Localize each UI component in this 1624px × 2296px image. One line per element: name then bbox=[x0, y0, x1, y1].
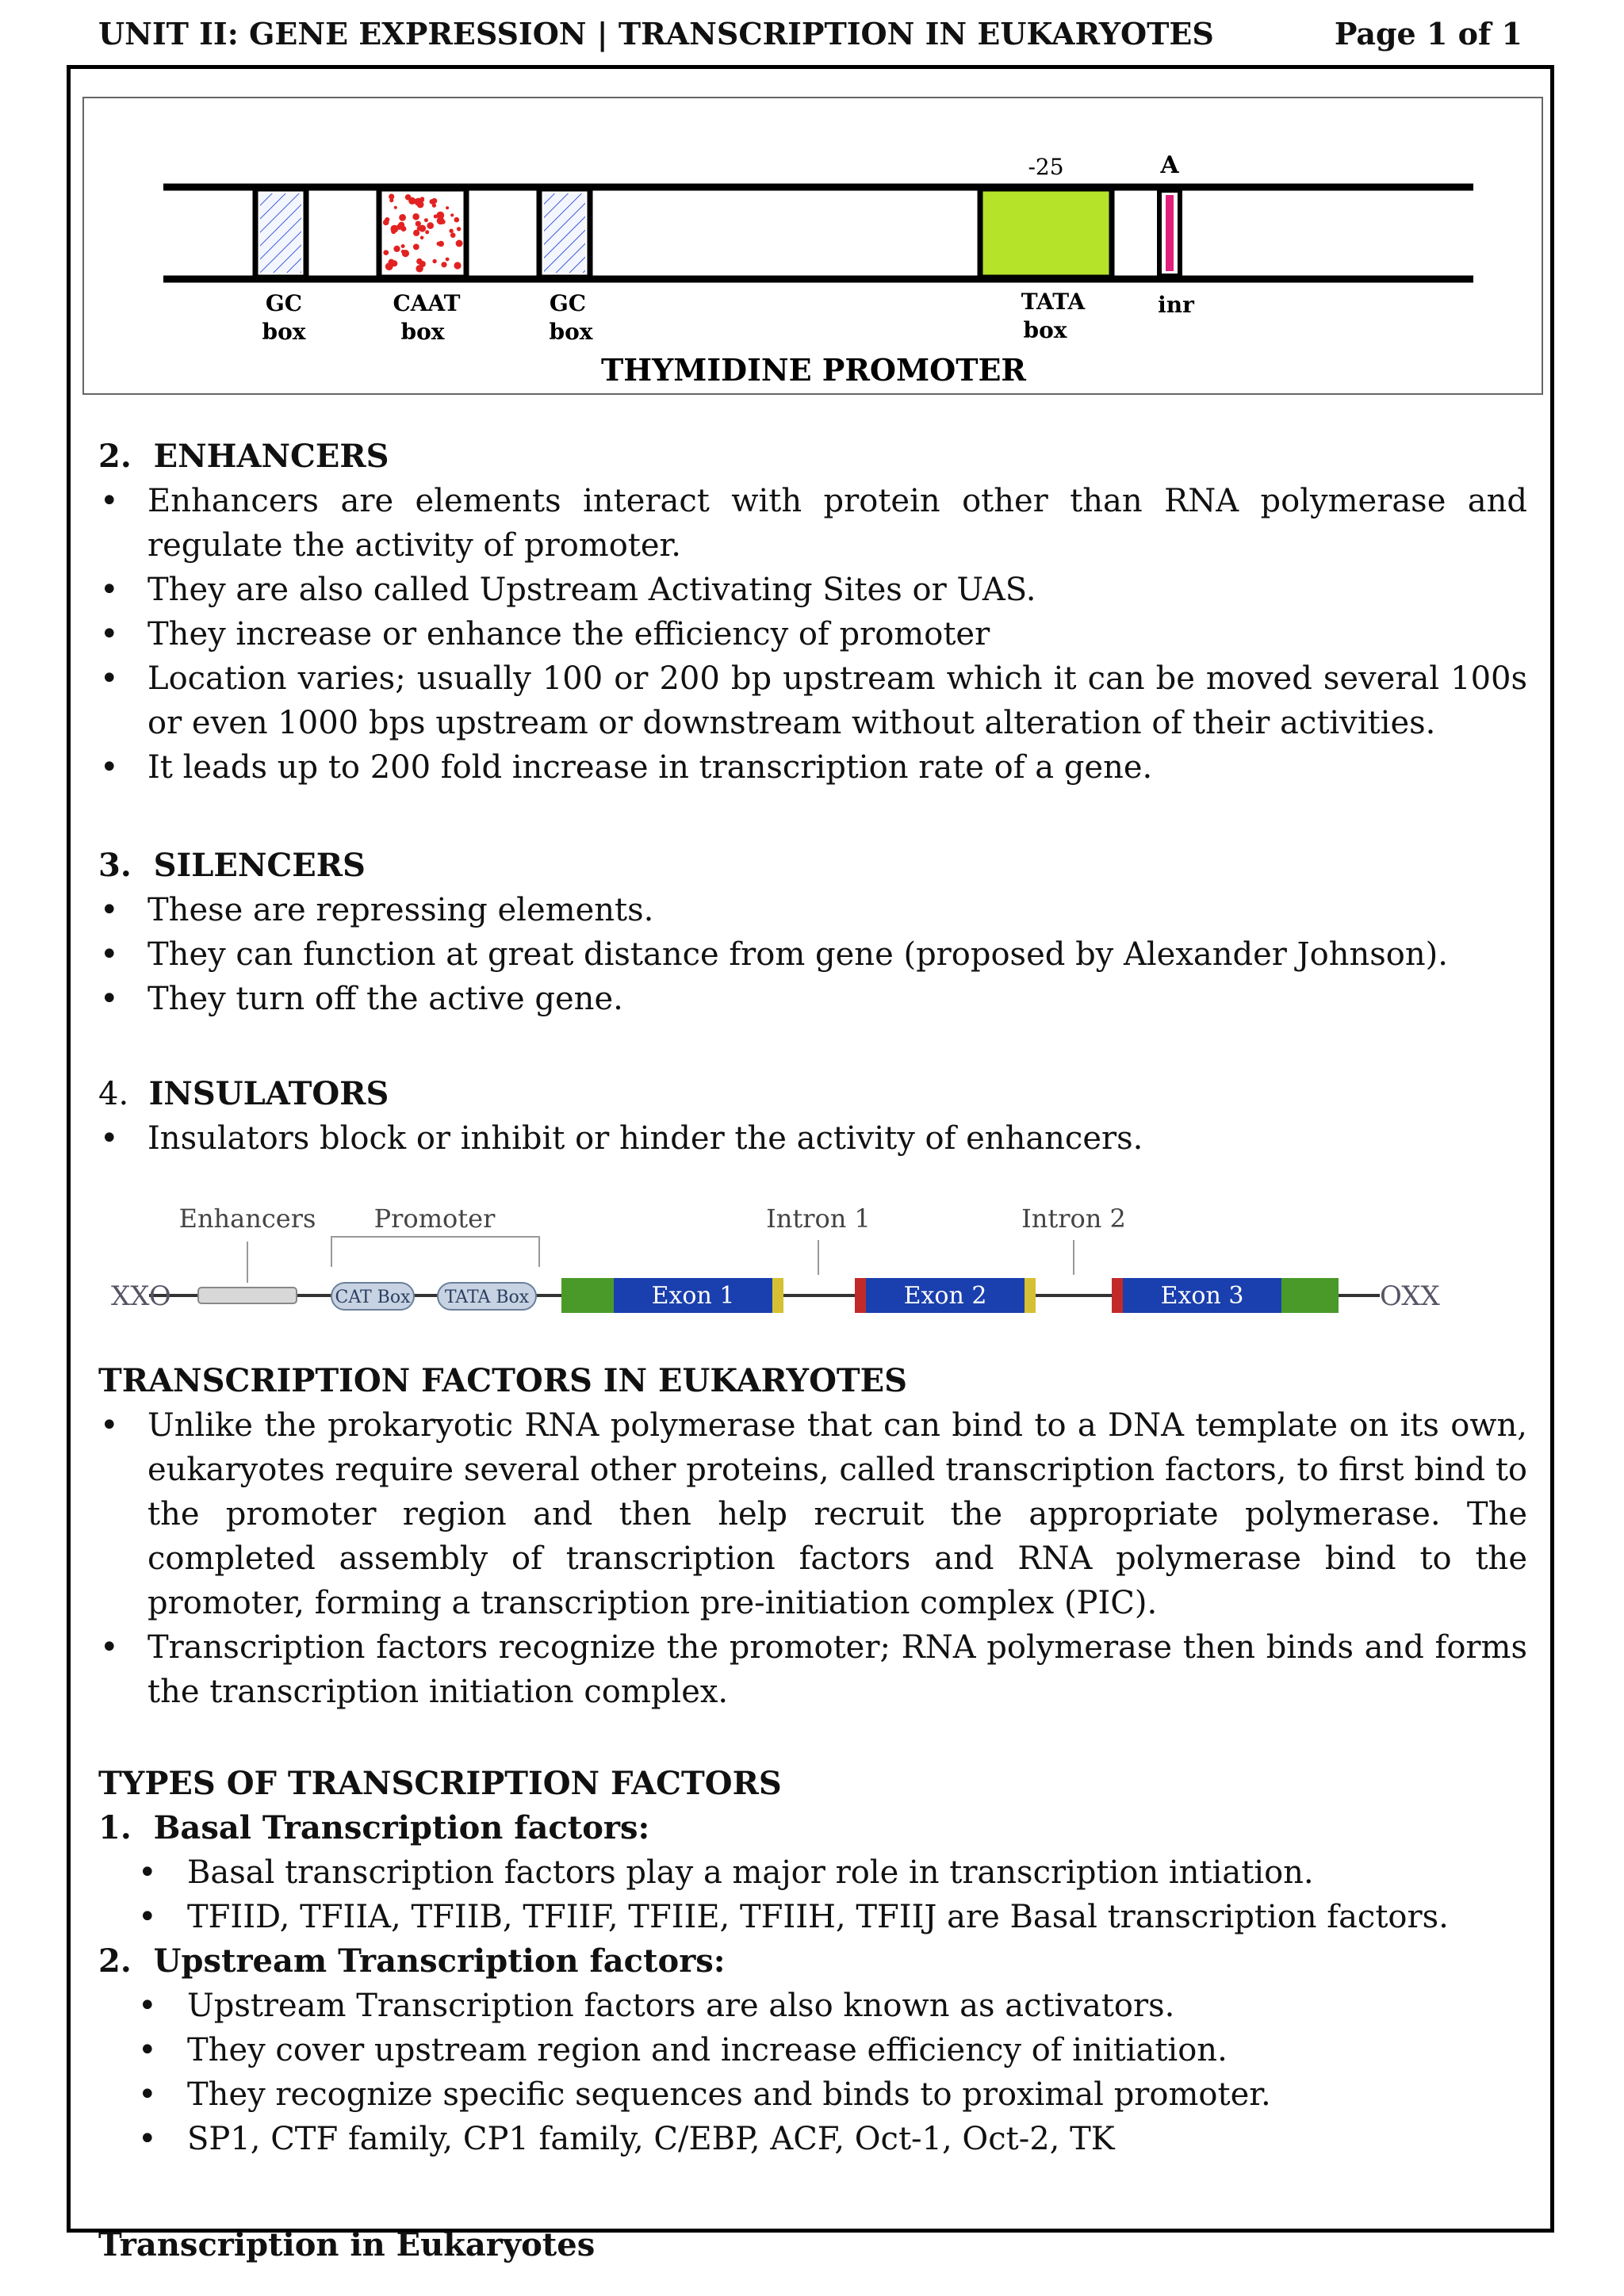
caat-speckle bbox=[446, 206, 449, 209]
tf-heading: TRANSCRIPTION FACTORS IN EUKARYOTES bbox=[98, 1362, 908, 1399]
promoter-diagram bbox=[84, 98, 1542, 393]
caat-speckle bbox=[420, 236, 424, 240]
caat-speckle bbox=[419, 197, 424, 202]
caat-box-label2: box bbox=[400, 319, 445, 345]
dna-end-left: XXO bbox=[111, 1280, 171, 1312]
caat-speckle bbox=[394, 206, 397, 209]
caat-speckle bbox=[424, 218, 428, 222]
tf-section bbox=[98, 1359, 1527, 1714]
caat-speckle bbox=[413, 244, 419, 251]
caat-speckle bbox=[416, 265, 423, 272]
upstream-heading: 2. Upstream Transcription factors: bbox=[98, 1942, 726, 1980]
caat-box bbox=[379, 189, 466, 277]
caat-speckle bbox=[401, 244, 405, 248]
caat-speckle bbox=[383, 250, 389, 255]
exon-1-label: Exon 1 bbox=[651, 1282, 735, 1310]
caat-speckle bbox=[449, 229, 453, 233]
tata-box-label: TATA Box bbox=[444, 1288, 530, 1307]
upstream-bullet-1: • Upstream Transcription factors are also known as activators. bbox=[98, 1984, 1527, 2028]
silencers-bullet-2: • They can function at great distance from gene (proposed by Alexander Johnson). bbox=[98, 932, 1527, 977]
splice-acceptor-1 bbox=[855, 1278, 866, 1313]
caat-speckle bbox=[457, 227, 461, 231]
silencers-heading: 3. SILENCERS bbox=[98, 847, 366, 884]
inr-element bbox=[1159, 190, 1180, 276]
upstream-bullet-4: • SP1, CTF family, CP1 family, C/EBP, ACF, Oct-1, Oct-2, TK bbox=[98, 2117, 1527, 2161]
insulators-heading: INSULATORS bbox=[148, 1075, 389, 1112]
tf-bullet-2: • Transcription factors recognize the promoter; RNA polymerase then binds and forms the transcription initiation complex. bbox=[98, 1625, 1527, 1714]
splice-donor-2 bbox=[1025, 1278, 1036, 1313]
header-title: UNIT II: GENE EXPRESSION | TRANSCRIPTION IN EUKARYOTES bbox=[98, 16, 1214, 52]
caat-speckle bbox=[454, 217, 460, 223]
insulators-number: 4. bbox=[98, 1076, 149, 1112]
page-number: Page 1 of 1 bbox=[1334, 16, 1522, 52]
caat-speckle bbox=[450, 213, 454, 216]
enhancers-bullet-4: • Location varies; usually 100 or 200 bp upstream which it can be moved several 100s or even 1000 bps upstream or downstream without alteration of their activities. bbox=[98, 656, 1527, 745]
promoter-figure bbox=[82, 97, 1543, 395]
utr-5prime bbox=[561, 1278, 614, 1313]
silencers-bullet-3: • They turn off the active gene. bbox=[98, 977, 1527, 1021]
caat-speckle bbox=[437, 217, 445, 225]
basal-bullet-2: • TFIID, TFIIA, TFIIB, TFIIF, TFIIE, TFIIH, TFIIJ are Basal transcription factors. bbox=[98, 1895, 1527, 1939]
gc-box-1 bbox=[255, 189, 306, 277]
enhancers-bullet-1: • Enhancers are elements interact with protein other than RNA polymerase and regulate the activity of promoter. bbox=[98, 479, 1527, 568]
gc-box-2-label2: box bbox=[549, 319, 593, 345]
caat-speckle bbox=[446, 258, 450, 262]
gc-box-2 bbox=[539, 189, 590, 277]
caat-speckle bbox=[456, 240, 463, 247]
caat-speckle bbox=[427, 222, 434, 229]
caat-speckle bbox=[398, 222, 404, 228]
promoter-label: Promoter bbox=[373, 1203, 496, 1234]
splice-donor-1 bbox=[772, 1278, 783, 1313]
inr-label: inr bbox=[1158, 292, 1194, 318]
insulators-bullet-1: • Insulators block or inhibit or hinder the activity of enhancers. bbox=[98, 1116, 1527, 1161]
gc-box-1-label: GC bbox=[265, 290, 303, 316]
gene-diagram bbox=[111, 1196, 1443, 1322]
enhancers-heading: 2. ENHANCERS bbox=[98, 438, 389, 475]
intron2-label: Intron 2 bbox=[1021, 1203, 1126, 1234]
silencers-section bbox=[98, 844, 1527, 1021]
caat-speckle bbox=[399, 214, 406, 221]
caat-speckle bbox=[425, 230, 429, 234]
caat-speckle bbox=[412, 213, 419, 220]
page-footer: Transcription in Eukaryotes bbox=[98, 2226, 596, 2263]
gene-structure-figure bbox=[111, 1196, 1443, 1322]
caat-speckle bbox=[432, 259, 436, 263]
exon-2-label: Exon 2 bbox=[903, 1282, 987, 1310]
insulators-section bbox=[98, 1072, 1527, 1161]
cat-box-label: CAT Box bbox=[335, 1288, 411, 1307]
caat-speckle bbox=[393, 246, 400, 252]
upstream-bullet-2: • They cover upstream region and increase efficiency of initiation. bbox=[98, 2028, 1527, 2072]
caat-speckle bbox=[391, 229, 396, 234]
dna-end-right: OXX bbox=[1380, 1280, 1440, 1312]
tata-box bbox=[980, 189, 1112, 277]
caat-speckle bbox=[402, 250, 409, 257]
types-heading: TYPES OF TRANSCRIPTION FACTORS bbox=[98, 1765, 782, 1802]
enhancer-element bbox=[198, 1288, 297, 1303]
basal-heading: 1. Basal Transcription factors: bbox=[98, 1809, 650, 1846]
enhancers-bullet-5: • It leads up to 200 fold increase in transcription rate of a gene. bbox=[98, 745, 1527, 790]
caat-speckle bbox=[383, 220, 389, 226]
enhancers-bullet-3: • They increase or enhance the efficiency of promoter bbox=[98, 612, 1527, 656]
enhancers-bullet-2: • They are also called Upstream Activating Sites or UAS. bbox=[98, 568, 1527, 612]
caat-speckle bbox=[454, 262, 461, 269]
promoter-figure-title: THYMIDINE PROMOTER bbox=[600, 352, 1027, 388]
caat-speckle bbox=[391, 260, 397, 266]
enhancers-section bbox=[98, 434, 1527, 790]
types-section bbox=[98, 1762, 1527, 2161]
caat-speckle bbox=[416, 221, 421, 227]
caat-speckle bbox=[437, 242, 442, 247]
insulators-heading-line bbox=[98, 1072, 1527, 1116]
basal-bullet-1: • Basal transcription factors play a major role in transcription intiation. bbox=[98, 1850, 1527, 1895]
caat-speckle bbox=[413, 230, 419, 236]
label-minus25: -25 bbox=[1028, 154, 1064, 180]
caat-speckle bbox=[430, 199, 435, 204]
splice-acceptor-2 bbox=[1112, 1278, 1123, 1313]
caat-box-label: CAAT bbox=[393, 290, 461, 316]
label-a: A bbox=[1160, 151, 1179, 179]
silencers-bullet-1: • These are repressing elements. bbox=[98, 888, 1527, 932]
gc-box-1-label2: box bbox=[262, 319, 306, 345]
enhancers-label: Enhancers bbox=[178, 1203, 316, 1234]
intron1-label: Intron 1 bbox=[766, 1203, 871, 1234]
caat-speckle bbox=[450, 232, 456, 238]
caat-speckle bbox=[441, 262, 446, 267]
tf-bullet-1: • Unlike the prokaryotic RNA polymerase that can bind to a DNA template on its own, eukaryotes require several other proteins, called transcription factors, to first bind to the promoter region and then help recruit the appropriate polymerase. The completed assembly of transcription factors and RNA polymerase bind to the promoter, forming a transcription pre-initiation complex (PIC). bbox=[98, 1403, 1527, 1625]
utr-3prime bbox=[1281, 1278, 1339, 1313]
upstream-bullet-3: • They recognize specific sequences and binds to proximal promoter. bbox=[98, 2072, 1527, 2117]
gc-box-2-label: GC bbox=[549, 290, 587, 316]
tata-box-label2: box bbox=[1023, 317, 1067, 343]
caat-speckle bbox=[389, 198, 393, 202]
exon-3-label: Exon 3 bbox=[1160, 1282, 1244, 1310]
caat-speckle bbox=[405, 194, 412, 201]
tata-box-label: TATA bbox=[1021, 289, 1086, 315]
